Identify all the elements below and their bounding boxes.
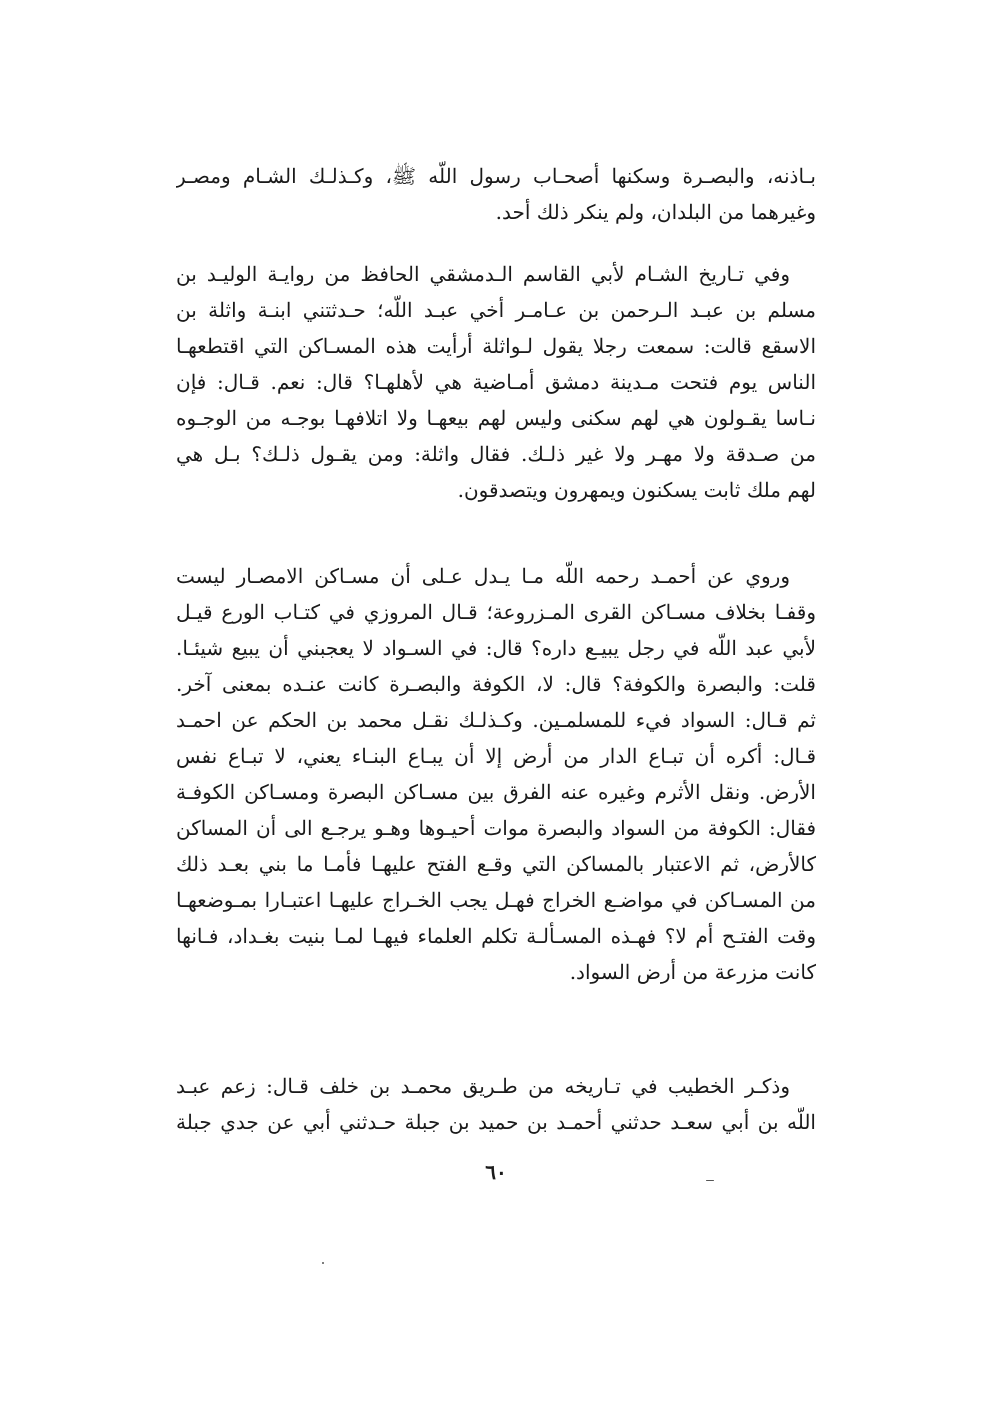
paragraph-3: [176, 558, 816, 990]
text-line: لأبي عبد اللّه في رجل يبيـع داره؟ قال: في السـواد لا يعجبني أن يبيع شيئـا.: [176, 636, 816, 660]
text-line: كالأرض، ثم الاعتبار بالمساكن التي وقـع الفتح عليهـا فأمـا ما بني بعـد ذلك: [176, 852, 816, 876]
text-line: الناس يوم فتحت مـدينة دمشق أمـاضية هي لأهلهـا؟ قال: نعم. قـال: فإن: [176, 370, 816, 394]
text-line: مسلم بن عبـد الـرحمن بن عـامـر أخي عبـد اللّه؛ حـدثتني ابنـة واثلة بن: [176, 298, 816, 322]
text-line: من المسـاكن في مواضـع الخراج فهـل يجب الخـراج عليهـا اعتبـارا بمـوضعهـا: [176, 888, 816, 912]
text-line: ثم قـال: السواد فيء للمسلمـين. وكـذلـك نقـل محمد بن الحكم عن احمـد: [176, 708, 816, 732]
text-line: وغيرهما من البلدان، ولم ينكر ذلك أحد.: [495, 200, 816, 224]
text-line: بـاذنه، والبصـرة وسكنها أصحـاب رسول اللّه ﷺ، وكـذلـك الشـام ومصـر: [176, 164, 816, 188]
text-line: وروي عن أحمـد رحمه اللّه مـا يـدل عـلى أن مسـاكن الامصـار ليست: [176, 564, 790, 588]
scan-speck: [706, 1180, 714, 1181]
text-line: قلت: والبصرة والكوفة؟ قال: لا، الكوفة والبصـرة كانت عنـده بمعنى آخر.: [176, 672, 816, 696]
text-line: من صـدقة ولا مهـر ولا غير ذلـك. فقال واثلة: ومن يقـول ذلـك؟ بـل هي: [176, 442, 816, 466]
text-line: وذكـر الخطيب في تـاريخه من طـريق محمـد بن خلف قـال: زعم عبـد: [176, 1074, 790, 1098]
text-line: قـال: أكره أن تبـاع الدار من أرض إلا أن يبـاع البنـاء يعني، لا تبـاع نفس: [176, 744, 816, 768]
scan-speck: [322, 1262, 324, 1264]
text-line: اللّه بن أبي سعـد حدثني أحمـد بن حميد بن جبلة حـدثني أبي عن جدي جبلة: [176, 1110, 816, 1134]
text-line: وقت الفتـح أم لا؟ فهـذه المسـألـة تكلم العلماء فيهـا لمـا بنيت بغـداد، فـانها: [176, 924, 816, 948]
text-line: لهم ملك ثابت يسكنون ويمهرون ويتصدقون.: [457, 478, 816, 502]
text-line: كانت مزرعة من أرض السواد.: [569, 960, 816, 984]
text-line: وفي تـاريخ الشـام لأبي القاسم الـدمشقي الحافظ من روايـة الوليـد بن: [176, 262, 790, 286]
page-number: ٦٠: [485, 1160, 507, 1184]
text-line: وقفـا بخلاف مسـاكن القرى المـزروعة؛ قـال المروزي في كتـاب الورع قيـل: [176, 600, 816, 624]
text-line: الأرض. ونقل الأثرم وغيره عنه الفرق بين مسـاكن البصرة ومسـاكن الكوفـة: [176, 780, 816, 804]
text-line: نـاسا يقـولون هي لهم سكنى وليس لهم بيعهـا ولا اتلافهـا بوجـه من الوجـوه: [176, 406, 816, 430]
text-line: الاسقع قالت: سمعت رجلا يقول لـواثلة أرأيت هذه المسـاكن التي اقتطعهـا: [176, 334, 816, 358]
paragraph-2: [176, 256, 816, 508]
paragraph-1: [176, 158, 816, 230]
text-line: فقال: الكوفة من السواد والبصرة موات أحيـوها وهـو يرجـع الى أن المساكن: [176, 816, 816, 840]
paragraph-4: [176, 1068, 816, 1140]
